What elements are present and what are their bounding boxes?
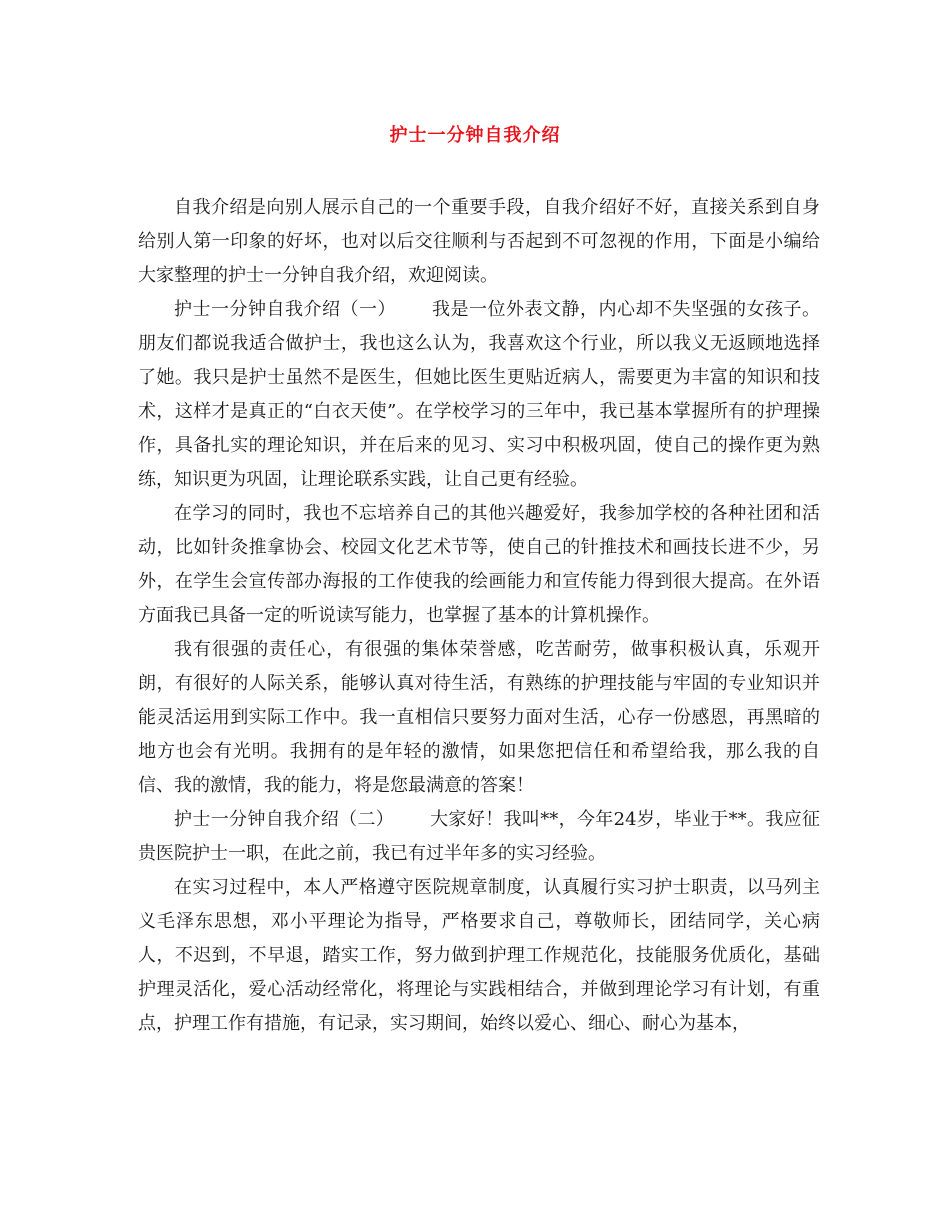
paragraph-text: 我有很强的责任心，有很强的集体荣誉感，吃苦耐劳，做事积极认真，乐观开朗，有很好的人际关系，能够认真对待生活，有熟练的护理技能与牢固的专业知识并能灵活运用到实际工作中。我一直相信只要努力面对生活，心存一份感恩，再黑暗的地方也会有光明。我拥有的是年轻的激情，如果您把信任和希望给我，那么我的自信、我的激情，我的能力，将是您最满意的答案！ <box>138 639 820 796</box>
section-heading: 护士一分钟自我介绍（一） <box>174 299 396 320</box>
paragraph-section-one <box>138 293 820 497</box>
paragraph-text: 我是一位外表文静，内心却不失坚强的女孩子。朋友们都说我适合做护士，我也这么认为，我喜欢这个行业，所以我义无返顾地选择了她。我只是护士虽然不是医生，但她比医生更贴近病人，需要更为丰富的知识和技术，这样才是真正的“白衣天使”。在学校学习的三年中，我已基本掌握所有的护理操作，具备扎实的理论知识，并在后来的见习、实习中积极巩固，使自己的操作更为熟练，知识更为巩固，让理论联系实践，让自己更有经验。 <box>138 299 820 490</box>
section-heading: 护士一分钟自我介绍（二） <box>174 809 395 830</box>
paragraph-text: 自我介绍是向别人展示自己的一个重要手段，自我介绍好不好，直接关系到自身给别人第一印象的好坏，也对以后交往顺利与否起到不可忽视的作用，下面是小编给大家整理的护士一分钟自我介绍，欢迎阅读。 <box>138 197 820 286</box>
document-title: 护士一分钟自我介绍 <box>389 125 561 146</box>
paragraph-hobbies <box>138 497 820 633</box>
paragraph-section-two <box>138 803 820 871</box>
paragraph-text: 大家好！我叫**，今年24岁，毕业于**。我应征贵医院护士一职，在此之前，我已有过半年多的实习经验。 <box>138 809 821 864</box>
paragraph-intro <box>138 191 820 293</box>
paragraph-text: 在学习的同时，我也不忘培养自己的其他兴趣爱好，我参加学校的各种社团和活动，比如针灸推拿协会、校园文化艺术节等，使自己的针推技术和画技长进不少，另外，在学生会宣传部办海报的工作使我的绘画能力和宣传能力得到很大提高。在外语方面我已具备一定的听说读写能力，也掌握了基本的计算机操作。 <box>138 503 820 626</box>
paragraph-character <box>138 633 820 803</box>
paragraph-internship <box>138 871 820 1041</box>
document-body <box>138 191 820 1041</box>
paragraph-text: 在实习过程中，本人严格遵守医院规章制度，认真履行实习护士职责，以马列主义毛泽东思想，邓小平理论为指导，严格要求自己，尊敬师长，团结同学，关心病人，不迟到，不早退，踏实工作，努力做到护理工作规范化，技能服务优质化，基础护理灵活化，爱心活动经常化，将理论与实践相结合，并做到理论学习有计划，有重点，护理工作有措施，有记录，实习期间，始终以爱心、细心、耐心为基本， <box>138 877 820 1034</box>
